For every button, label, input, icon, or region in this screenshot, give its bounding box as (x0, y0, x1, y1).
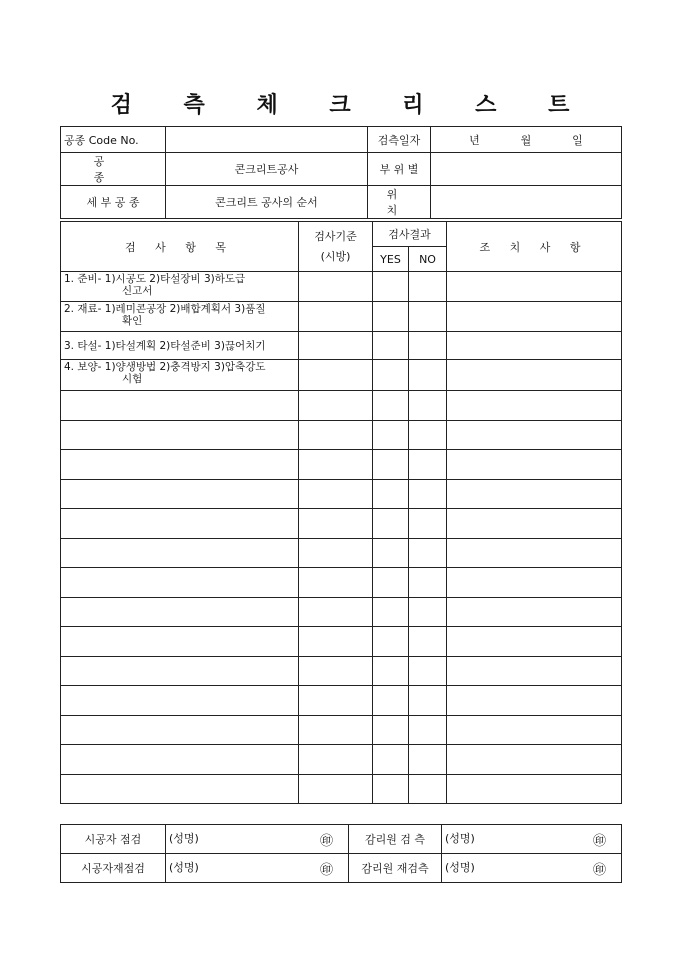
supervisor-recheck-label: 감리원 재검측 (349, 854, 442, 883)
item-cell[interactable] (61, 598, 299, 627)
standard-cell[interactable] (299, 775, 373, 804)
no-cell[interactable] (409, 450, 447, 480)
item-cell[interactable] (61, 657, 299, 686)
yes-cell[interactable] (373, 480, 409, 509)
location-label: 위 치 (368, 186, 431, 219)
standard-cell[interactable] (299, 657, 373, 686)
action-cell[interactable] (447, 391, 622, 421)
action-cell[interactable] (447, 509, 622, 539)
yes-cell[interactable] (373, 627, 409, 657)
table-row-empty (61, 568, 622, 598)
action-cell[interactable] (447, 627, 622, 657)
yes-cell[interactable] (373, 775, 409, 804)
name-label: (성명) (169, 860, 199, 874)
signature-table (60, 824, 622, 883)
inspection-date-field[interactable] (431, 127, 622, 153)
col-header-standard-line2: (시방) (320, 249, 351, 263)
date-month-label: 월 (520, 133, 532, 147)
col-header-standard (299, 222, 373, 272)
item-cell[interactable] (61, 627, 299, 657)
standard-cell[interactable] (299, 598, 373, 627)
checklist-table (60, 221, 622, 804)
work-type-value[interactable]: 콘크리트공사 (166, 153, 368, 186)
item-cell[interactable] (61, 391, 299, 421)
detail-work-label: 세 부 공 종 (61, 186, 166, 219)
col-header-no: NO (409, 247, 447, 272)
check-item (61, 332, 299, 360)
col-header-items: 검 사 항 목 (61, 222, 299, 272)
action-cell[interactable] (447, 480, 622, 509)
yes-cell[interactable] (373, 509, 409, 539)
item-cell[interactable] (61, 539, 299, 568)
no-cell[interactable] (409, 775, 447, 804)
contractor-check-label: 시공자 점검 (61, 825, 166, 854)
seal-mark: ㊞ (592, 862, 606, 878)
check-item-line1: 4. 보양- 1)양생방법 2)충격방지 3)압축강도 (64, 361, 266, 373)
yes-cell[interactable] (373, 360, 409, 391)
detail-work-value[interactable]: 콘크리트 공사의 순서 (166, 186, 368, 219)
table-row (61, 360, 622, 391)
action-cell[interactable] (447, 657, 622, 686)
action-cell[interactable] (447, 775, 622, 804)
no-cell[interactable] (409, 391, 447, 421)
contractor-check-signature[interactable] (166, 825, 349, 854)
standard-cell[interactable] (299, 539, 373, 568)
col-header-result: 검사결과 (373, 222, 447, 247)
standard-cell[interactable] (299, 480, 373, 509)
contractor-recheck-signature[interactable] (166, 854, 349, 883)
no-cell[interactable] (409, 657, 447, 686)
action-cell[interactable] (447, 745, 622, 775)
yes-cell[interactable] (373, 568, 409, 598)
item-cell[interactable] (61, 450, 299, 480)
action-cell[interactable] (447, 716, 622, 745)
work-code-field[interactable] (166, 127, 368, 153)
standard-cell[interactable] (299, 745, 373, 775)
date-day-label: 일 (572, 133, 583, 147)
table-row-empty (61, 480, 622, 509)
no-cell[interactable] (409, 539, 447, 568)
yes-cell[interactable] (373, 686, 409, 716)
date-year-label: 년 (469, 133, 480, 147)
table-row-empty (61, 450, 622, 480)
no-cell[interactable] (409, 302, 447, 332)
table-row-empty (61, 598, 622, 627)
supervisor-check-label: 감리원 검 측 (349, 825, 442, 854)
standard-cell[interactable] (299, 421, 373, 450)
action-cell[interactable] (447, 598, 622, 627)
check-item-line2: 확인 (122, 315, 143, 327)
col-header-yes: YES (373, 247, 409, 272)
standard-cell[interactable] (299, 302, 373, 332)
seal-mark: ㊞ (319, 833, 333, 849)
seal-mark: ㊞ (319, 862, 333, 878)
name-label: (성명) (169, 831, 199, 845)
location-field[interactable] (431, 186, 622, 219)
table-row-empty (61, 539, 622, 568)
item-cell[interactable] (61, 421, 299, 450)
item-cell[interactable] (61, 716, 299, 745)
table-row (61, 272, 622, 302)
no-cell[interactable] (409, 686, 447, 716)
item-cell[interactable] (61, 480, 299, 509)
no-cell[interactable] (409, 332, 447, 360)
check-item-line1: 3. 타설- 1)타설계획 2)타설준비 3)끊어치기 (64, 339, 266, 352)
item-cell[interactable] (61, 775, 299, 804)
table-row-empty (61, 716, 622, 745)
item-cell[interactable] (61, 509, 299, 539)
table-row-empty (61, 745, 622, 775)
item-cell[interactable] (61, 568, 299, 598)
yes-cell[interactable] (373, 272, 409, 302)
action-cell[interactable] (447, 302, 622, 332)
action-cell[interactable] (447, 568, 622, 598)
standard-cell[interactable] (299, 686, 373, 716)
yes-cell[interactable] (373, 657, 409, 686)
table-row-empty (61, 421, 622, 450)
no-cell[interactable] (409, 627, 447, 657)
standard-cell[interactable] (299, 272, 373, 302)
work-code-label: 공종 Code No. (61, 127, 166, 153)
no-cell[interactable] (409, 716, 447, 745)
no-cell[interactable] (409, 272, 447, 302)
seal-mark: ㊞ (592, 833, 606, 849)
no-cell[interactable] (409, 421, 447, 450)
standard-cell[interactable] (299, 450, 373, 480)
standard-cell[interactable] (299, 360, 373, 391)
check-item-line2: 시험 (122, 373, 143, 385)
yes-cell[interactable] (373, 598, 409, 627)
yes-cell[interactable] (373, 421, 409, 450)
work-type-label: 공 종 (61, 153, 166, 186)
contractor-recheck-label: 시공자재점검 (61, 854, 166, 883)
name-label: (성명) (445, 860, 475, 874)
part-field[interactable] (431, 153, 622, 186)
table-row-empty (61, 391, 622, 421)
action-cell[interactable] (447, 272, 622, 302)
action-cell[interactable] (447, 686, 622, 716)
no-cell[interactable] (409, 568, 447, 598)
no-cell[interactable] (409, 745, 447, 775)
yes-cell[interactable] (373, 716, 409, 745)
col-header-standard-line1: 검사기준 (314, 229, 357, 243)
standard-cell[interactable] (299, 391, 373, 421)
action-cell[interactable] (447, 360, 622, 391)
header-table (60, 126, 622, 219)
supervisor-check-signature[interactable] (442, 825, 622, 854)
table-row-empty (61, 627, 622, 657)
check-item (61, 272, 299, 302)
standard-cell[interactable] (299, 716, 373, 745)
table-row-empty (61, 509, 622, 539)
name-label: (성명) (445, 831, 475, 845)
col-header-action: 조 치 사 항 (447, 222, 622, 272)
yes-cell[interactable] (373, 302, 409, 332)
action-cell[interactable] (447, 450, 622, 480)
no-cell[interactable] (409, 480, 447, 509)
table-row-empty (61, 775, 622, 804)
yes-cell[interactable] (373, 539, 409, 568)
yes-cell[interactable] (373, 391, 409, 421)
no-cell[interactable] (409, 360, 447, 391)
action-cell[interactable] (447, 332, 622, 360)
check-item (61, 302, 299, 332)
table-row (61, 332, 622, 360)
standard-cell[interactable] (299, 509, 373, 539)
table-row-empty (61, 657, 622, 686)
standard-cell[interactable] (299, 332, 373, 360)
check-item-line1: 2. 재료- 1)레미콘공장 2)배합계획서 3)품질 (64, 303, 266, 315)
action-cell[interactable] (447, 421, 622, 450)
item-cell[interactable] (61, 686, 299, 716)
check-item (61, 360, 299, 391)
inspection-date-label: 검측일자 (368, 127, 431, 153)
action-cell[interactable] (447, 539, 622, 568)
part-label: 부 위 별 (368, 153, 431, 186)
standard-cell[interactable] (299, 568, 373, 598)
page-title: 검 측 체 크 리 스 트 (110, 92, 592, 118)
table-row-empty (61, 686, 622, 716)
no-cell[interactable] (409, 509, 447, 539)
table-row (61, 302, 622, 332)
yes-cell[interactable] (373, 332, 409, 360)
yes-cell[interactable] (373, 745, 409, 775)
no-cell[interactable] (409, 598, 447, 627)
yes-cell[interactable] (373, 450, 409, 480)
item-cell[interactable] (61, 745, 299, 775)
standard-cell[interactable] (299, 627, 373, 657)
check-item-line1: 1. 준비- 1)시공도 2)타설장비 3)하도급 (64, 273, 246, 285)
check-item-line2: 신고서 (122, 285, 153, 297)
supervisor-recheck-signature[interactable] (442, 854, 622, 883)
